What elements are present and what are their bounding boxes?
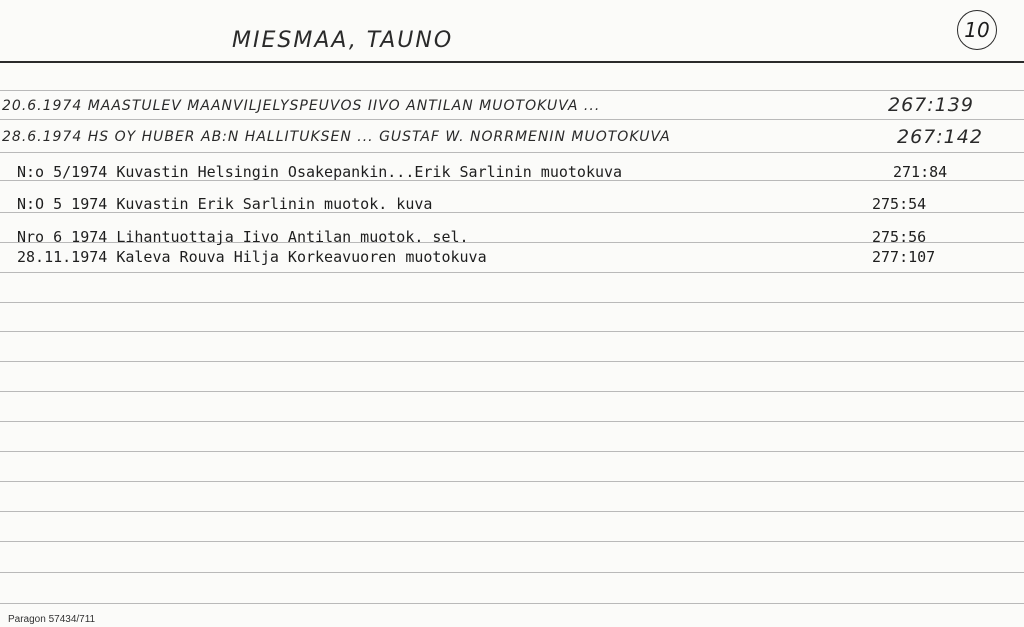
card-number: 10 <box>964 18 990 42</box>
ruled-line <box>0 603 1024 604</box>
entry-text: 28.11.1974 Kaleva Rouva Hilja Korkeavuoren muotokuva <box>17 248 487 266</box>
entry-reference: 271:84 <box>893 163 948 181</box>
ruled-line <box>0 119 1024 120</box>
ruled-line <box>0 451 1024 452</box>
ruled-line <box>0 572 1024 573</box>
ruled-line <box>0 391 1024 392</box>
entry-text: Nro 6 1974 Lihantuottaja Iivo Antilan muotok. sel. <box>17 228 469 246</box>
card-footer-print: Paragon 57434/711 <box>8 614 96 625</box>
ruled-line <box>0 421 1024 422</box>
entry-text: 20.6.1974 MAASTULEV MAANVILJELYSPEUVOS IIVO ANTILAN MUOTOKUVA ... <box>2 98 601 114</box>
entry-reference: 277:107 <box>872 248 936 266</box>
ruled-line <box>0 481 1024 482</box>
ruled-line <box>0 541 1024 542</box>
ruled-line <box>0 272 1024 273</box>
ruled-line <box>0 302 1024 303</box>
card-title: MIESMAA, TAUNO <box>232 28 454 53</box>
entry-text: N:o 5/1974 Kuvastin Helsingin Osakepankin...Erik Sarlinin muotokuva <box>17 163 623 181</box>
ruled-line <box>0 511 1024 512</box>
ruled-line <box>0 90 1024 91</box>
entry-reference: 275:56 <box>872 228 927 246</box>
card-number-circle <box>957 10 997 50</box>
entry-text: 28.6.1974 HS OY HUBER AB:N HALLITUKSEN ... GUSTAF W. NORRMENIN MUOTOKUVA <box>2 129 671 145</box>
ruled-line <box>0 152 1024 153</box>
entry-text: N:O 5 1974 Kuvastin Erik Sarlinin muotok. kuva <box>17 195 433 213</box>
entry-reference: 267:142 <box>897 126 983 148</box>
entry-reference: 267:139 <box>888 94 974 116</box>
ruled-line <box>0 361 1024 362</box>
entry-reference: 275:54 <box>872 195 927 213</box>
header-rule <box>0 61 1024 63</box>
ruled-line <box>0 331 1024 332</box>
